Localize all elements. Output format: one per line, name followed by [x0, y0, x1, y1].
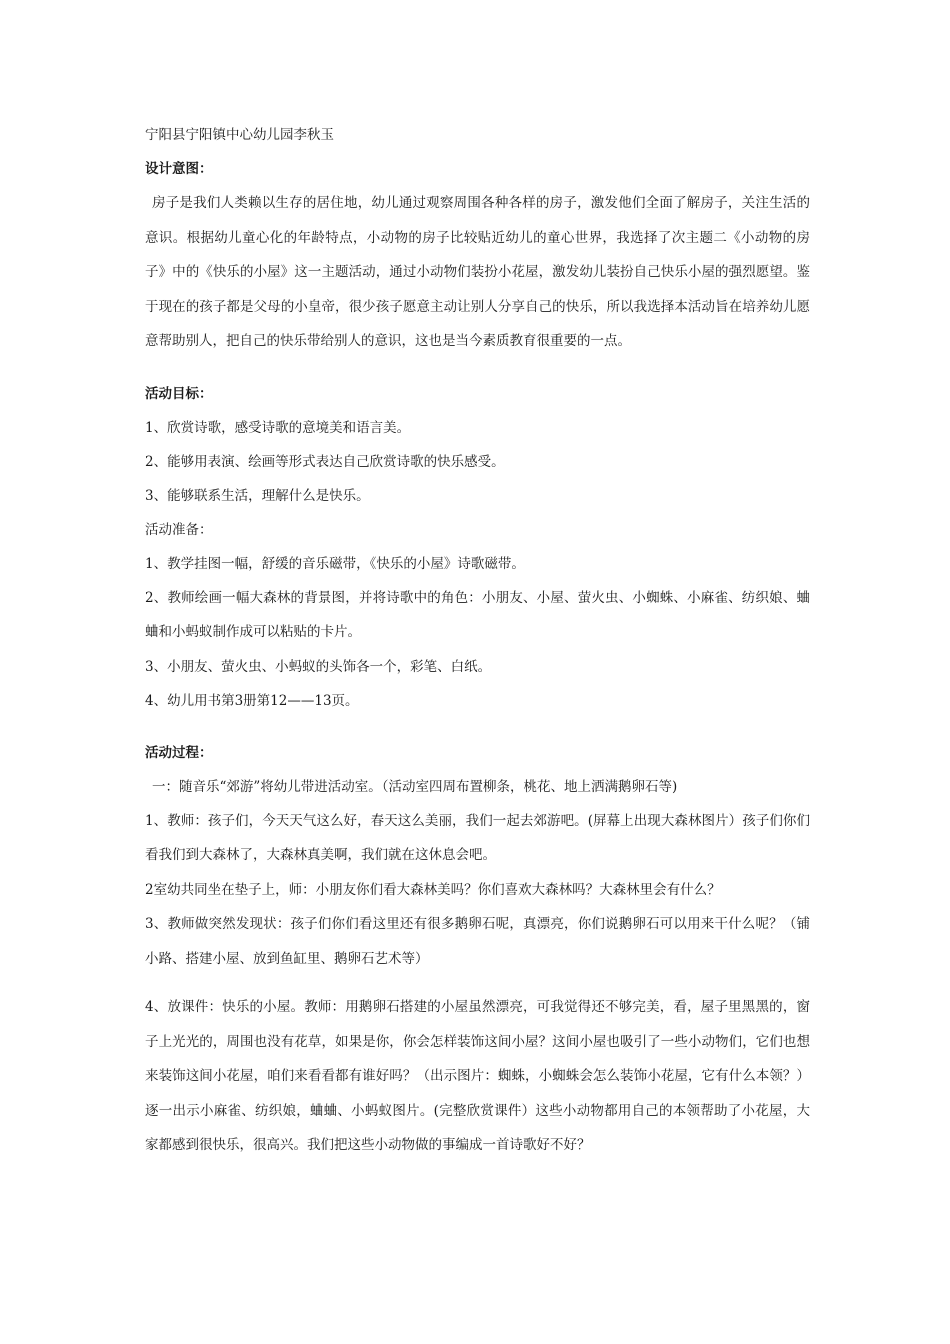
section-spacer: [145, 359, 810, 377]
preparation-item-2: 2、教师绘画一幅大森林的背景图，并将诗歌中的角色：小朋友、小屋、萤火虫、小蜘蛛、小麻雀、纺织娘、蛐蛐和小蚂蚁制作成可以粘贴的卡片。: [145, 589, 810, 640]
preparation-heading: 活动准备：: [145, 521, 213, 538]
process-item-2: 2室幼共同坐在垫子上，师：小朋友你们看大森林美吗？你们喜欢大森林吗？大森林里会有什么？: [145, 881, 721, 898]
goal-item-1: 1、欣赏诗歌，感受诗歌的意境美和语言美。: [145, 419, 411, 436]
design-intent-body: 房子是我们人类赖以生存的居住地，幼儿通过观察周围各种各样的房子，激发他们全面了解房子，关注生活的意识。根据幼儿童心化的年龄特点，小动物的房子比较贴近幼儿的童心世界，我选择了次主题二《小动物的房子》中的《快乐的小屋》这一主题活动，通过小动物们装扮小花屋，激发幼儿装扮自己快乐小屋的强烈愿望。鉴于现在的孩子都是父母的小皇帝，很少孩子愿意主动让别人分享自己的快乐，所以我选择本活动旨在培养幼儿愿意帮助别人，把自己的快乐带给别人的意识，这也是当今素质教育很重要的一点。: [145, 195, 810, 349]
process-item-1: 1、教师：孩子们，今天天气这么好，春天这么美丽，我们一起去郊游吧。(屏幕上出现大森林图片）孩子们你们看我们到大森林了，大森林真美啊，我们就在这休息会吧。: [145, 812, 810, 863]
goals-heading: 活动目标：: [145, 385, 213, 402]
section-spacer: [145, 718, 810, 736]
design-intent-heading: 设计意图：: [145, 161, 213, 177]
process-heading: 活动过程：: [145, 744, 213, 761]
document-page: [145, 118, 810, 1163]
process-step-1: 一：随音乐“郊游”将幼儿带进活动室。（活动室四周布置柳条，桃花、地上洒满鹅卵石等): [152, 778, 678, 795]
goal-item-2: 2、能够用表演、绘画等形式表达自己欣赏诗歌的快乐感受。: [145, 453, 505, 470]
preparation-item-4: 4、幼儿用书第3册第12——13页。: [145, 692, 359, 709]
preparation-item-3: 3、小朋友、萤火虫、小蚂蚁的头饰各一个，彩笔、白纸。: [145, 658, 492, 675]
goal-item-3: 3、能够联系生活，理解什么是快乐。: [145, 487, 370, 504]
process-item-4: 4、放课件：快乐的小屋。教师：用鹅卵石搭建的小屋虽然漂亮，可我觉得还不够完美，看，屋子里黑黑的，窗子上光光的，周围也没有花草，如果是你，你会怎样装饰这间小屋？这间小屋也吸引了一些小动物们，它们也想来装饰这间小花屋，咱们来看看都有谁好吗？（出示图片：蜘蛛，小蜘蛛会怎么装饰小花屋，它有什么本领？）逐一出示小麻雀、纺织娘，蛐蛐、小蚂蚁图片。(完整欣赏课件）这些小动物都用自己的本领帮助了小花屋，大家都感到很快乐，很高兴。我们把这些小动物做的事编成一首诗歌好不好？: [145, 999, 810, 1153]
section-spacer: [145, 976, 810, 990]
author-line: 宁阳县宁阳镇中心幼儿园李秋玉: [145, 127, 334, 143]
preparation-item-1: 1、教学挂图一幅，舒缓的音乐磁带，《快乐的小屋》诗歌磁带。: [145, 555, 525, 572]
process-item-3: 3、教师做突然发现状：孩子们你们看这里还有很多鹅卵石呢，真漂亮，你们说鹅卵石可以用来干什么呢？（铺小路、搭建小屋、放到鱼缸里、鹅卵石艺术等）: [145, 916, 810, 967]
